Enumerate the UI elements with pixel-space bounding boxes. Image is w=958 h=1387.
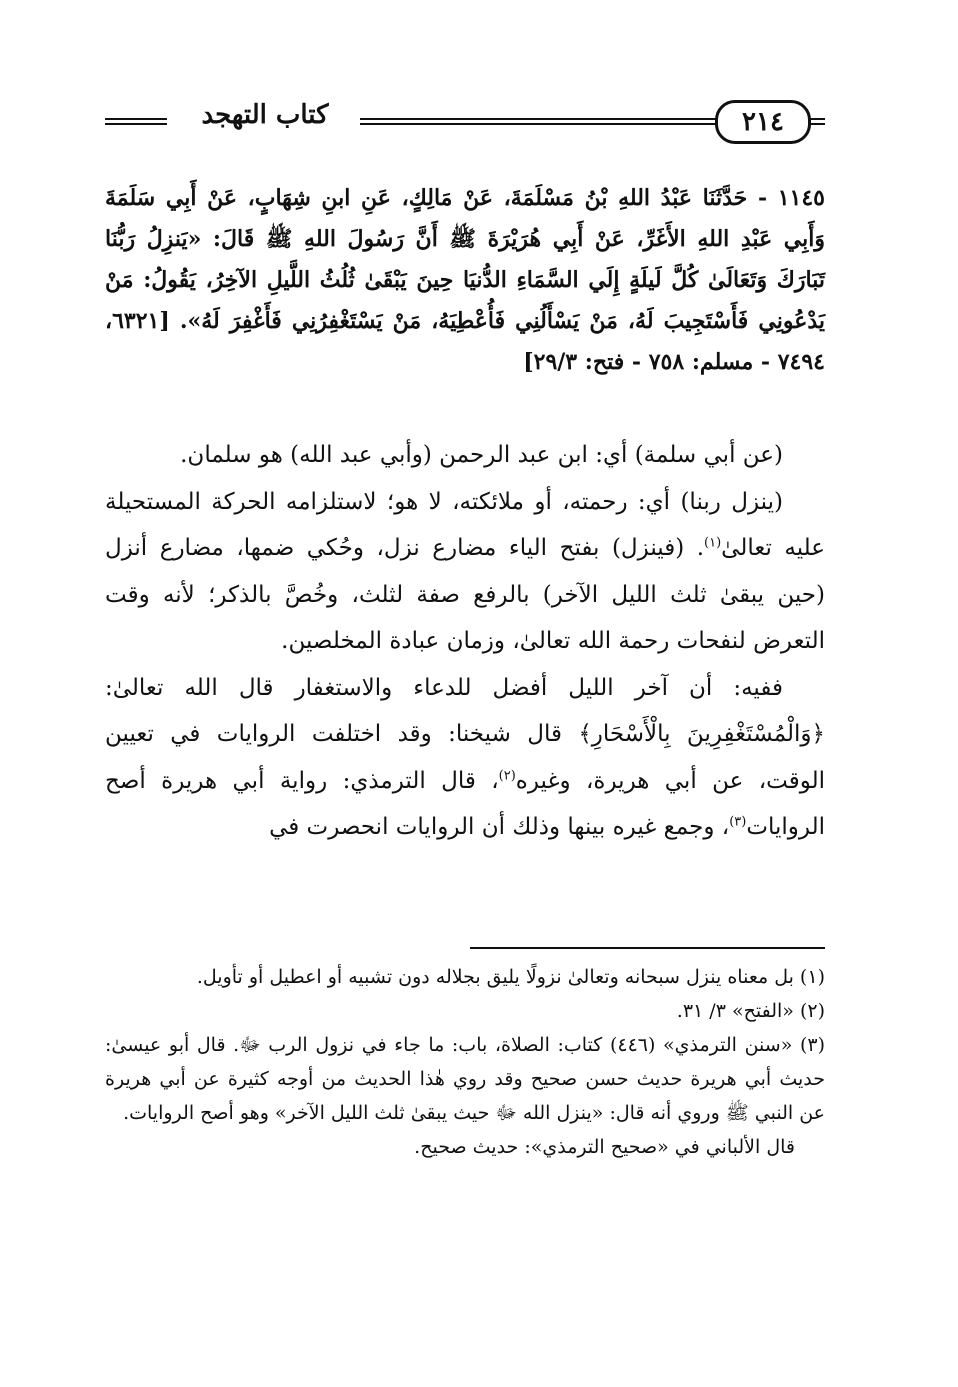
commentary-paragraph: (عن أبي سلمة) أي: ابن عبد الرحمن (وأبي عبد الله) هو سلمان. <box>180 442 783 468</box>
commentary-text: ، وجمع غيره بينها وذلك أن الروايات انحصرت في <box>269 814 730 840</box>
header-rule <box>105 123 167 125</box>
footnote: قال الألباني في «صحيح الترمذي»: حديث صحيح. <box>414 1136 795 1158</box>
header-rule <box>105 118 167 120</box>
commentary-text: ، قال الترمذي: رواية أبي هريرة أصح الروايات <box>105 767 825 840</box>
footnote-ref: (١) <box>704 535 722 551</box>
book-title: كتاب التهجد <box>201 100 329 130</box>
footnote-ref: (٢) <box>498 767 516 783</box>
commentary-paragraph <box>105 479 825 665</box>
page-number: ٢١٤ <box>715 100 811 144</box>
header-rule <box>810 118 825 120</box>
footnote: (١) بل معناه ينزل سبحانه وتعالىٰ نزولًا يليق بجلاله دون تشبيه أو اعطيل أو تأويل. <box>196 966 825 988</box>
commentary-text: (ينزل ربنا) أي: رحمته، أو ملائكته، لا هو؛ لاستلزامه الحركة المستحيلة عليه تعالىٰ <box>105 488 826 561</box>
footnote-separator <box>470 947 825 949</box>
footnote-ref: (٣) <box>729 814 747 830</box>
commentary <box>105 432 825 851</box>
header-rule <box>360 118 720 120</box>
commentary-paragraph <box>105 665 825 851</box>
footnote: (٣) «سنن الترمذي» (٤٤٦) كتاب: الصلاة، باب: ما جاء في نزول الرب ﷻ. قال أبو عيسىٰ: حديث أبي هريرة حديث حسن صحيح وقد روي هٰذا الحديث من أوجه كثيرة عن أبي هريرة عن النبي ﷺ وروي أنه قال: «ينزل الله ﷻ حيث يبقىٰ ثلث الليل الآخر» وهو أصح الروايات. <box>105 1034 825 1124</box>
header-rule <box>810 123 825 125</box>
footnote: (٢) «الفتح» ٣/ ٣١. <box>676 1000 825 1022</box>
header-rule <box>360 123 720 125</box>
commentary-text: ففيه: أن آخر الليل أفضل للدعاء والاستغفار قال الله تعالىٰ: ﴿وَالْمُسْتَغْفِرِينَ بِالْأَسْحَارِ﴾ قال شيخنا: وقد اختلفت الروايات في تعيين الوقت، عن أبي هريرة، وغيره <box>105 674 826 794</box>
commentary-text: . (فينزل) بفتح الياء مضارع نزل، وحُكي ضمها، مضارع أنزل (حين يبقىٰ ثلث الليل الآخر) بالرفع صفة لثلث، وخُصَّ بالذكر؛ لأنه وقت التعرض لنفحات رحمة الله تعالىٰ، وزمان عبادة المخلصين. <box>105 535 825 654</box>
footnotes <box>105 960 825 1164</box>
hadith-text: ١١٤٥ - حَدَّثَنَا عَبْدُ اللهِ بْنُ مَسْلَمَةَ، عَنْ مَالِكٍ، عَنِ ابنِ شِهَابٍ، عَنْ أَبِي سَلَمَةَ وَأَبِي عَبْدِ اللهِ الأَغَرِّ، عَنْ أَبِي هُرَيْرَةَ ﷺ أَنَّ رَسُولَ اللهِ ﷺ قَالَ: «يَنزِلُ رَبُّنَا تَبَارَكَ وَتَعَالَىٰ كُلَّ لَيلَةٍ إِلَي السَّمَاءِ الدُّنيَا حِينَ يَبْقَىٰ ثُلُثُ اللَّيلِ الآخِرُ، يَقُولُ: مَنْ يَدْعُونِي فَأَسْتَجِيبَ لَهُ، مَنْ يَسْأَلُنِي فَأُعْطِيَهُ، مَنْ يَسْتَغْفِرُنِي فَأَغْفِرَ لَهُ». [٦٣٢١، ٧٤٩٤ - مسلم: ٧٥٨ - فتح: ٢٩/٣] <box>105 185 825 375</box>
page-header <box>105 98 825 148</box>
